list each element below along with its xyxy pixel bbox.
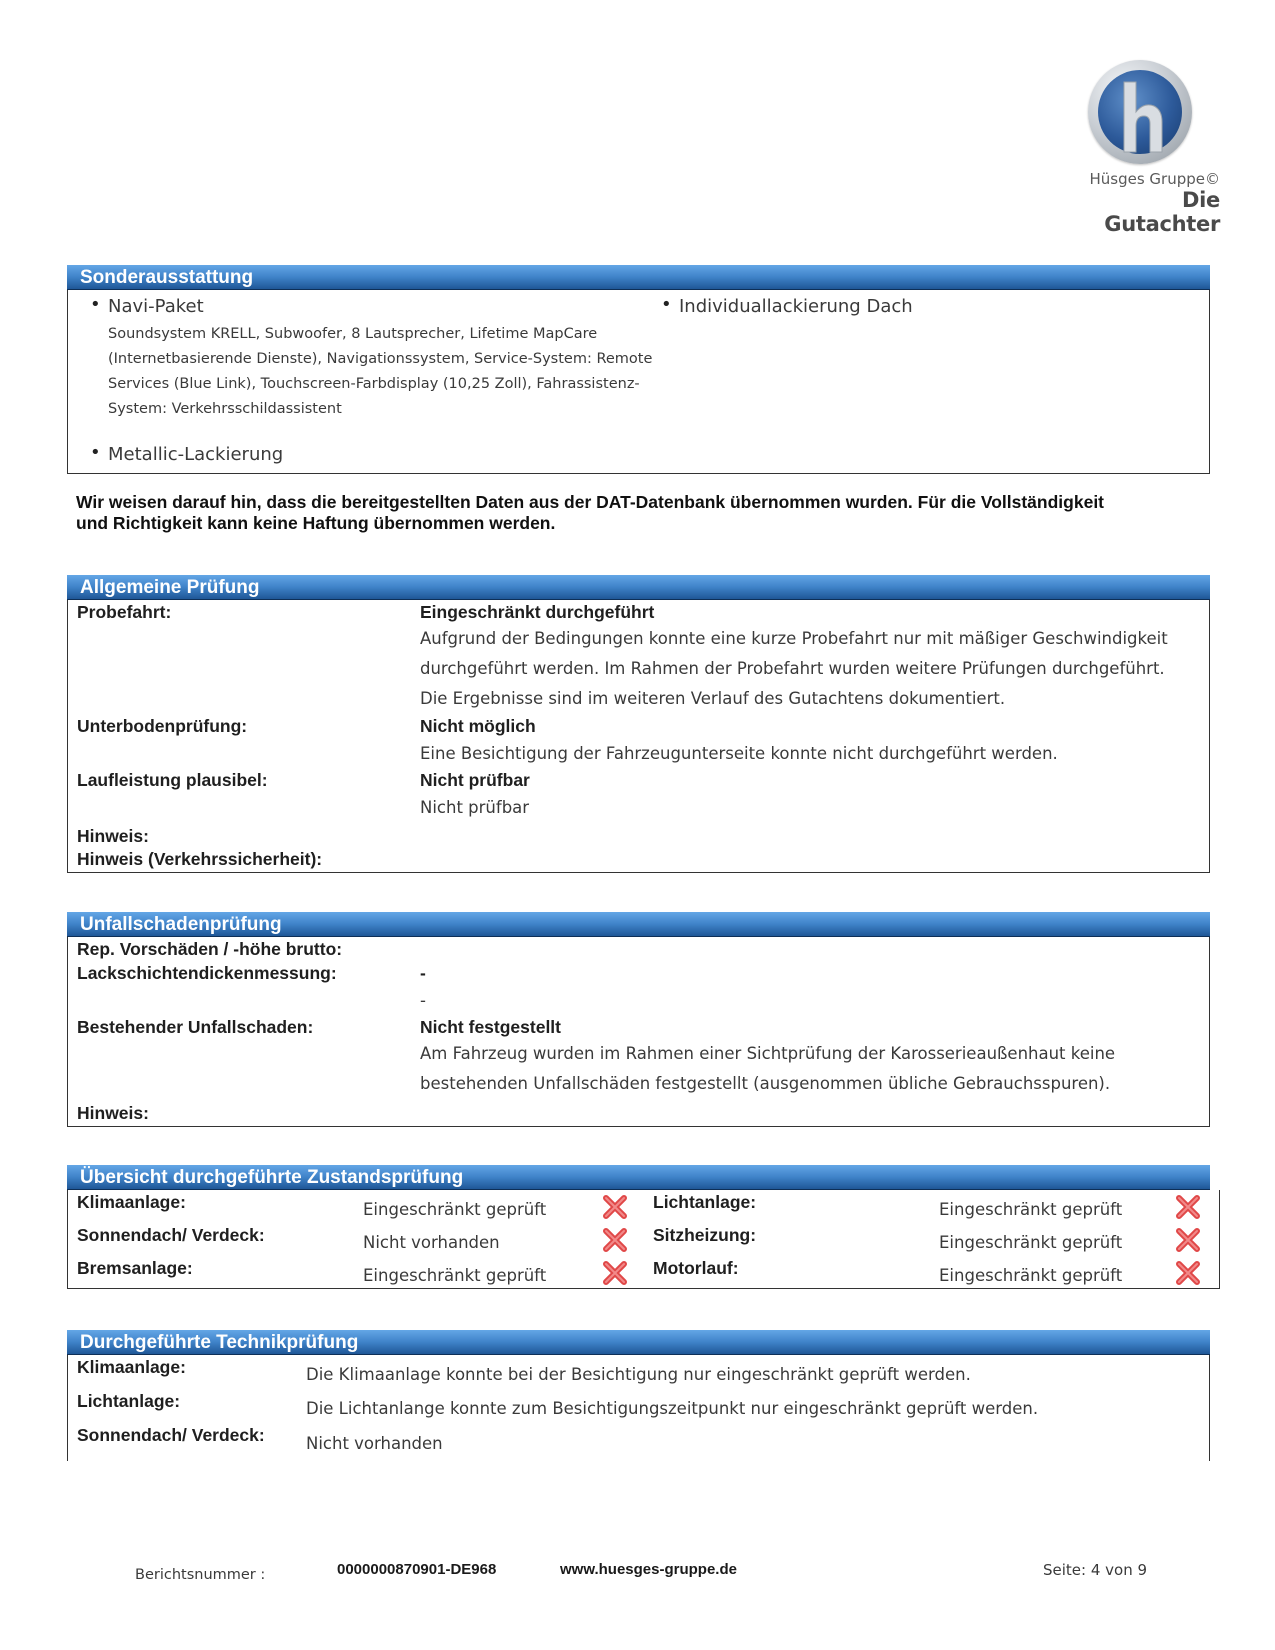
label-sonnendach-verdeck: Sonnendach/ Verdeck: <box>77 1425 265 1445</box>
label-laufleistung: Laufleistung plausibel: <box>77 770 268 790</box>
section-header-technikpruefung: Durchgeführte Technikprüfung <box>67 1330 1210 1355</box>
zustandspruefung-box <box>67 1190 1220 1289</box>
logo-h-icon <box>1120 78 1164 154</box>
footer-report-label: Berichtsnummer : <box>135 1567 266 1583</box>
detail-laufleistung: Nicht prüfbar <box>420 798 530 817</box>
detail-lackschichtendickenmessung: - <box>420 991 426 1010</box>
red-x-icon <box>1175 1227 1201 1253</box>
equipment-item <box>90 294 204 317</box>
value-probefahrt: Eingeschränkt durchgeführt <box>420 602 655 622</box>
label-klimaanlage: Klimaanlage: <box>77 1192 186 1212</box>
label-sonnendach-verdeck: Sonnendach/ Verdeck: <box>77 1225 265 1245</box>
label-hinweis: Hinweis: <box>77 1103 149 1123</box>
value-motorlauf: Eingeschränkt geprüft <box>939 1266 1123 1285</box>
label-rep-vorschaeden: Rep. Vorschäden / -höhe brutto: <box>77 939 343 959</box>
detail-unterbodenpruefung: Eine Besichtigung der Fahrzeugunterseite konnte nicht durchgeführt werden. <box>420 744 1058 763</box>
red-x-icon <box>1175 1194 1201 1220</box>
equipment-item <box>661 294 913 317</box>
label-lichtanlage: Lichtanlage: <box>77 1391 181 1411</box>
footer-report-number: 0000000870901-DE968 <box>337 1561 497 1578</box>
value-laufleistung: Nicht prüfbar <box>420 770 530 790</box>
label-bestehender-unfallschaden: Bestehender Unfallschaden: <box>77 1017 314 1037</box>
allgemeine-pruefung-box <box>67 600 1210 873</box>
logo-tagline: Die Gutachter <box>1104 188 1220 236</box>
footer-page-number: Seite: 4 von 9 <box>1043 1561 1148 1579</box>
section-header-zustandspruefung: Übersicht durchgeführte Zustandsprüfung <box>67 1165 1210 1190</box>
equipment-item-description: Soundsystem KRELL, Subwoofer, 8 Lautsprecher, Lifetime MapCare (Internetbasierende Dienste), Navigationssystem, Service-System: Remote Services (Blue Link), Touchscreen-Farbdisplay (10,25 Zoll), Fahrassistenz- System: Verkehrsschildassistent <box>108 326 653 417</box>
label-sitzheizung: Sitzheizung: <box>653 1225 757 1245</box>
technikpruefung-box <box>67 1355 1210 1461</box>
value-lichtanlage: Die Lichtanlange konnte zum Besichtigungszeitpunkt nur eingeschränkt geprüft werden. <box>306 1399 1039 1418</box>
section-header-unfallschadenpruefung: Unfallschadenprüfung <box>67 912 1210 937</box>
value-klimaanlage: Eingeschränkt geprüft <box>363 1200 547 1219</box>
value-lackschichtendickenmessung: - <box>420 963 426 983</box>
value-lichtanlage: Eingeschränkt geprüft <box>939 1200 1123 1219</box>
label-lackschichtendickenmessung: Lackschichtendickenmessung: <box>77 963 337 983</box>
company-logo <box>1060 58 1220 236</box>
value-unterbodenpruefung: Nicht möglich <box>420 716 536 736</box>
value-bestehender-unfallschaden: Nicht festgestellt <box>420 1017 561 1037</box>
value-sitzheizung: Eingeschränkt geprüft <box>939 1233 1123 1252</box>
label-bremsanlage: Bremsanlage: <box>77 1258 193 1278</box>
label-motorlauf: Motorlauf: <box>653 1258 739 1278</box>
red-x-icon <box>1175 1260 1201 1286</box>
value-sonnendach-verdeck: Nicht vorhanden <box>363 1233 500 1252</box>
logo-company-name: Hüsges Gruppe© <box>1089 170 1220 188</box>
bullet-icon: • <box>90 294 101 315</box>
bullet-icon: • <box>661 294 672 315</box>
value-sonnendach-verdeck: Nicht vorhanden <box>306 1434 443 1453</box>
red-x-icon <box>602 1194 628 1220</box>
red-x-icon <box>602 1227 628 1253</box>
footer-website-link[interactable]: www.huesges-gruppe.de <box>560 1561 737 1578</box>
logo-emblem <box>1088 60 1192 164</box>
value-klimaanlage: Die Klimaanlage konnte bei der Besichtigung nur eingeschränkt geprüft werden. <box>306 1365 971 1384</box>
equipment-item-label: Navi-Paket <box>108 296 204 317</box>
label-unterbodenpruefung: Unterbodenprüfung: <box>77 716 248 736</box>
label-probefahrt: Probefahrt: <box>77 602 172 622</box>
detail-bestehender-unfallschaden: Am Fahrzeug wurden im Rahmen einer Sichtprüfung der Karosserieaußenhaut keine bestehenden Unfallschäden festgestellt (ausgenommen übliche Gebrauchsspuren). <box>420 1044 1116 1093</box>
dat-disclaimer: Wir weisen darauf hin, dass die bereitgestellten Daten aus der DAT-Datenbank übernommen wurden. Für die Vollständigkeit und Richtigkeit kann keine Haftung übernommen werden. <box>76 492 1105 533</box>
equipment-item-label: Individuallackierung Dach <box>679 296 913 317</box>
unfallschadenpruefung-box <box>67 937 1210 1127</box>
label-hinweis: Hinweis: <box>77 826 149 846</box>
sonderausstattung-box <box>67 290 1210 474</box>
label-klimaanlage: Klimaanlage: <box>77 1357 186 1377</box>
label-lichtanlage: Lichtanlage: <box>653 1192 757 1212</box>
section-header-sonderausstattung: Sonderausstattung <box>67 265 1210 290</box>
equipment-item <box>90 442 284 465</box>
section-header-allgemeine-pruefung: Allgemeine Prüfung <box>67 575 1210 600</box>
bullet-icon: • <box>90 442 101 463</box>
detail-probefahrt: Aufgrund der Bedingungen konnte eine kurze Probefahrt nur mit mäßiger Geschwindigkeit durchgeführt werden. Im Rahmen der Probefahrt wurden weitere Prüfungen durchgeführt. Die Ergebnisse sind im weiteren Verlauf des Gutachtens dokumentiert. <box>420 629 1168 708</box>
value-bremsanlage: Eingeschränkt geprüft <box>363 1266 547 1285</box>
red-x-icon <box>602 1260 628 1286</box>
equipment-item-label: Metallic-Lackierung <box>108 444 284 465</box>
label-hinweis-verkehrssicherheit: Hinweis (Verkehrssicherheit): <box>77 849 323 869</box>
